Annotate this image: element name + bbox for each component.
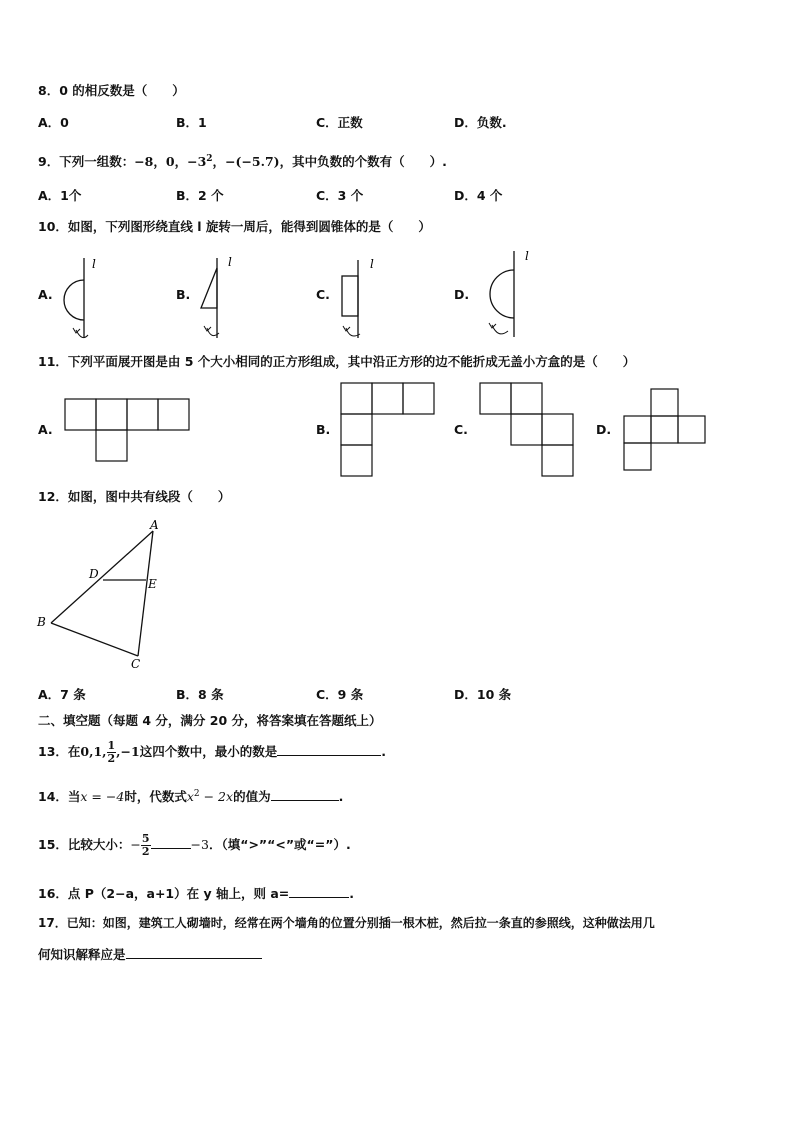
- q12-label-a: A: [150, 518, 159, 532]
- section-2-title: 二、填空题（每题 4 分，满分 20 分，将答案填在答题纸上）: [38, 713, 382, 728]
- q9-num-3-exp: 2: [206, 154, 213, 164]
- q8-option-d: D．负数.: [454, 115, 507, 130]
- question-8-stem: 8．0 的相反数是（ ）: [38, 83, 185, 98]
- q9-option-d: D．4 个: [454, 188, 503, 203]
- q10-figure-a: [56, 250, 116, 345]
- q11-option-c: C.: [454, 422, 468, 437]
- q14-end: .: [338, 789, 344, 805]
- q12-label-b: B: [37, 615, 46, 629]
- q14-mid: 时，代数式: [124, 789, 187, 805]
- q15-frac-den: 2: [141, 845, 150, 858]
- q13-frac-den: 2: [107, 752, 116, 765]
- q10-option-b: B.: [176, 287, 191, 302]
- q13-end: .: [381, 744, 386, 759]
- question-17-line-2: [38, 945, 262, 964]
- q9-prefix: 9．下列一组数：: [38, 154, 135, 170]
- q8-option-a: A．0: [38, 115, 69, 130]
- q8-option-b: B．1: [176, 115, 207, 130]
- q15-prefix: 15．比较大小：: [38, 837, 131, 852]
- q12-label-c: C: [131, 657, 141, 671]
- q9-num-1: −8: [134, 154, 154, 170]
- q10-option-d: D.: [454, 287, 470, 302]
- question-13: [38, 735, 386, 769]
- q12-option-b: B．8 条: [176, 687, 224, 702]
- q17-line-2-text: 何知识解释应是: [38, 947, 126, 962]
- q10-figure-c: [334, 250, 394, 345]
- q11-net-a: [64, 398, 190, 464]
- q12-triangle-figure: [34, 516, 174, 674]
- q11-net-d: [623, 388, 709, 474]
- q9-num-2: 0: [165, 154, 175, 170]
- q14-expr-exp: 2: [193, 789, 200, 799]
- q11-option-d: D.: [596, 422, 612, 437]
- question-12-stem: 12．如图，图中共有线段（ ）: [38, 489, 231, 504]
- q12-option-a: A．7 条: [38, 687, 86, 702]
- q15-neg-sign: −: [130, 837, 141, 852]
- q14-expr-b: − 2x: [199, 789, 234, 805]
- q17-answer-blank[interactable]: [126, 945, 262, 959]
- question-17-line-1: 17．已知：如图，建筑工人砌墙时，经常在两个墙角的位置分别插一根木桩，然后拉一条直的参照线，这种做法用几: [38, 916, 655, 930]
- question-15: [38, 828, 351, 862]
- q9-suffix: ，其中负数的个数有（ ）.: [279, 154, 447, 170]
- q9-option-b: B．2 个: [176, 188, 224, 203]
- q11-option-b: B.: [316, 422, 331, 437]
- q14-answer-blank[interactable]: [271, 787, 339, 801]
- q16-text: 16．点 P（2−a，a+1）在 y 轴上，则 a=: [38, 886, 290, 901]
- q10-figure-d: [474, 245, 544, 345]
- q15-suffix: ．（填“>”“<”或“=”）.: [208, 837, 351, 852]
- q10-option-c: C.: [316, 287, 330, 302]
- q8-option-c: C．正数: [316, 115, 363, 130]
- q14-prefix: 14．当: [38, 789, 81, 805]
- q10-figure-b: [195, 250, 255, 345]
- q13-after-frac: ,−1: [116, 744, 140, 759]
- q13-prefix: 13．在: [38, 744, 81, 759]
- q15-frac-num: 5: [141, 832, 150, 845]
- q10-axis-label-c: l: [370, 257, 374, 271]
- q14-suffix: 的值为: [233, 789, 271, 805]
- question-14: [38, 785, 343, 806]
- q15-fraction: [141, 833, 151, 858]
- q10-option-a: A.: [38, 287, 53, 302]
- question-16: [38, 884, 354, 903]
- q13-suffix: 这四个数中，最小的数是: [139, 744, 278, 759]
- q11-option-a: A.: [38, 422, 53, 437]
- q14-expr-a: x: [186, 789, 194, 805]
- q9-num-3: −3: [187, 154, 207, 170]
- q10-axis-label-a: l: [92, 257, 96, 271]
- q12-option-d: D．10 条: [454, 687, 512, 702]
- q10-axis-label-b: l: [228, 255, 232, 269]
- q16-end: .: [349, 886, 354, 901]
- question-11-stem: 11．下列平面展开图是由 5 个大小相同的正方形组成，其中沿正方形的边不能折成无盖小方盒的是（ ）: [38, 354, 636, 369]
- q13-fraction: [107, 740, 117, 765]
- q13-answer-blank[interactable]: [277, 742, 381, 756]
- question-10-stem: 10．如图，下列图形绕直线 l 旋转一周后，能得到圆锥体的是（ ）: [38, 219, 431, 234]
- q9-option-a: A．1个: [38, 188, 82, 203]
- q12-label-e: E: [148, 577, 157, 591]
- q15-answer-blank[interactable]: [151, 835, 191, 849]
- q14-condition: x = −4: [80, 789, 125, 805]
- q11-net-c: [479, 382, 575, 478]
- q12-label-d: D: [89, 567, 99, 581]
- q16-answer-blank[interactable]: [289, 884, 349, 898]
- q9-num-4: −(−5.7): [225, 154, 280, 170]
- q11-net-b: [340, 382, 436, 478]
- q15-right: −3: [190, 837, 209, 852]
- q12-option-c: C．9 条: [316, 687, 364, 702]
- q9-option-c: C．3 个: [316, 188, 364, 203]
- q13-frac-num: 1: [107, 739, 116, 752]
- question-9-stem: 9．下列一组数：−8，0，$-3^2$，−(−5.7)，其中负数的个数有（ ）.: [38, 154, 447, 170]
- q13-nums: 0,1,: [80, 744, 107, 759]
- q10-axis-label-d: l: [525, 249, 529, 263]
